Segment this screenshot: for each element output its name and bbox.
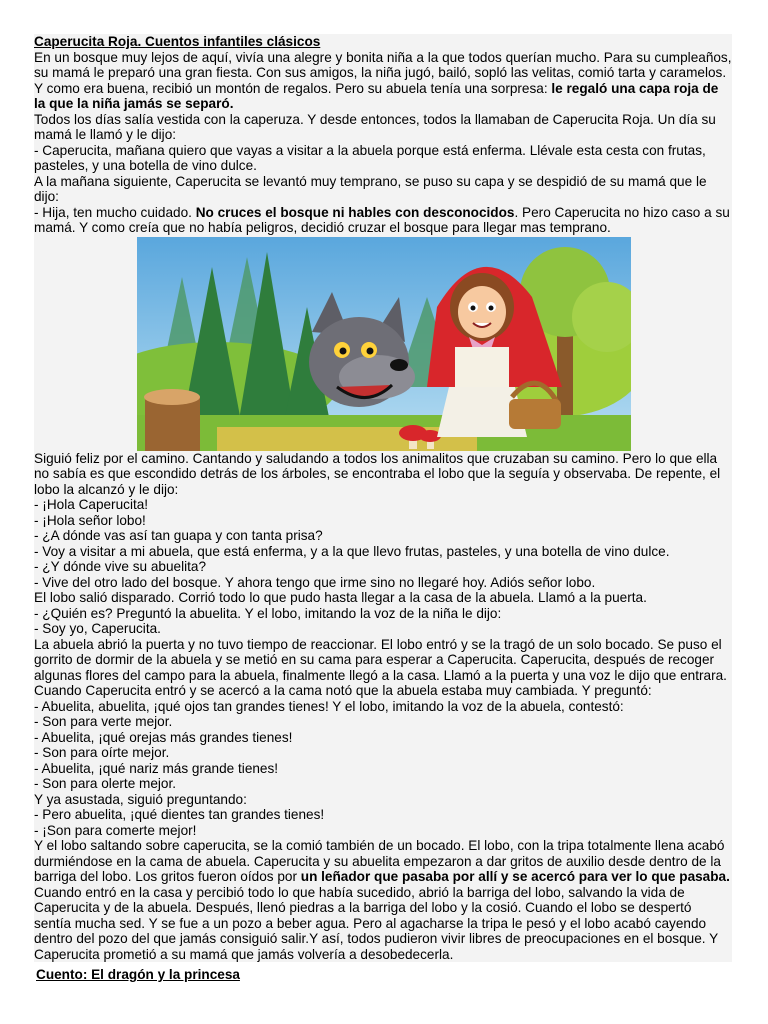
paragraph-5: - Hija, ten mucho cuidado. No cruces el bosque ni hables con desconocidos. Pero Caperucita no hizo caso a su mamá. Y como creía que no había peligros, decidió cruzar el bosque para llegar mas temprano.: [34, 204, 730, 235]
dialogue-line: - ¡Hola señor lobo!: [34, 512, 146, 528]
paragraph-9: Y ya asustada, siguió preguntando:: [34, 791, 247, 807]
dialogue-line: - Abuelita, abuelita, ¡qué ojos tan grandes tienes! Y el lobo, imitando la voz de la abuela, contestó:: [34, 698, 624, 714]
dialogue-line: - Pero abuelita, ¡qué dientes tan grandes tienes!: [34, 807, 325, 822]
paragraph-6: Siguió feliz por el camino. Cantando y saludando a todos los animalitos que cruzaban su camino. Pero lo que ella no sabía es que escondido detrás de los árboles, se encontraba el lobo que la seguía y observaba. De repente, el lobo la alcanzó y le dijo:: [34, 450, 721, 497]
dialogue-line: - Voy a visitar a mi abuela, que está enferma, y a la que llevo frutas, pasteles, y una botella de vino dulce.: [34, 543, 670, 559]
paragraph-2: Todos los días salía vestida con la caperuza. Y desde entonces, todos la llamaban de Caperucita Roja. Un día su mamá le llamó y le dijo:: [34, 111, 716, 142]
dialogue-line: - Son para verte mejor.: [34, 714, 173, 729]
story-block: [34, 34, 732, 962]
story-illustration: [137, 237, 631, 451]
dialogue-line: - Abuelita, ¡qué orejas más grandes tienes!: [34, 729, 293, 745]
dialogue-line: - Abuelita, ¡qué nariz más grande tienes!: [34, 760, 279, 776]
dialogue-line: - ¿Y dónde vive su abuelita?: [34, 559, 207, 574]
paragraph-1: En un bosque muy lejos de aquí, vivía una alegre y bonita niña a la que todos querían mucho. Para su cumpleaños, su mamá le preparó una gran fiesta. Con sus amigos, la niña jugó, bailó, sopló las velitas, comió tarta y caramelos. Y como era buena, recibió un montón de regalos. Pero su abuela tenía una sorpresa: le regaló una capa roja de la que la niña jamás se separó.: [34, 49, 732, 111]
dialogue-line: - Son para oírte mejor.: [34, 745, 170, 760]
paragraph-4: A la mañana siguiente, Caperucita se levantó muy temprano, se puso su capa y se despidió de su mamá que le dijo:: [34, 173, 707, 204]
dialogue-line: - ¡Hola Caperucita!: [34, 497, 149, 512]
paragraph-11: Cuando entró en la casa y percibió todo lo que había sucedido, abrió la barriga del lobo, salvando la vida de Caperucita y de la abuela. Después, llenó piedras a la barriga del lobo y la cosió. Cuando el lobo se despertó sentía mucha sed. Y se fue a un pozo a beber agua. Pero al agacharse la tripa le pesó y el lobo acabó cayendo dentro del pozo del que jamás consiguió salir.Y así, todos pudieron vivir libres de preocupaciones en el bosque. Y Caperucita prometió a su mamá que jamás volvería a desobedecerla.: [34, 884, 718, 962]
dialogue-line: - Son para olerte mejor.: [34, 776, 177, 791]
next-story-title: Cuento: El dragón y la princesa: [36, 967, 240, 982]
paragraph-7: El lobo salió disparado. Corrió todo lo que pudo hasta llegar a la casa de la abuela. Llamó a la puerta.: [34, 590, 647, 605]
dialogue-line: - ¡Son para comerte mejor!: [34, 822, 197, 838]
story-title: Caperucita Roja. Cuentos infantiles clásicos: [34, 34, 321, 49]
paragraph-10: Y el lobo saltando sobre caperucita, se la comió también de un bocado. El lobo, con la tripa totalmente llena acabó durmiéndose en la cama de abuela. Caperucita y su abuelita empezaron a dar gritos de auxilio desde dentro de la barriga del lobo. Los gritos fueron oídos por un leñador que pasaba por allí y se acercó para ver lo que pasaba.: [34, 838, 730, 884]
dialogue-line: - ¿A dónde vas así tan guapa y con tanta prisa?: [34, 528, 323, 543]
paragraph-8: La abuela abrió la puerta y no tuvo tiempo de reaccionar. El lobo entró y se la tragó de un solo bocado. Se puso el gorrito de dormir de la abuela y se metió en su cama para esperar a Caperucita. Caperucita, después de recoger algunas flores del campo para la abuela, finalmente llegó a la casa. Llamó a la puerta y una voz le dijo que entrara. Cuando Caperucita entró y se acercó a la cama notó que la abuela estaba muy cambiada. Y preguntó:: [34, 636, 727, 698]
paragraph-3: - Caperucita, mañana quiero que vayas a visitar a la abuela porque está enferma. Llévale esta cesta con frutas, pasteles, y una botella de vino dulce.: [34, 142, 706, 173]
dialogue-line: - Soy yo, Caperucita.: [34, 621, 161, 636]
dialogue-line: - ¿Quién es? Preguntó la abuelita. Y el lobo, imitando la voz de la niña le dijo:: [34, 605, 502, 621]
dialogue-line: - Vive del otro lado del bosque. Y ahora tengo que irme sino no llegaré hoy. Adiós señor lobo.: [34, 574, 596, 590]
